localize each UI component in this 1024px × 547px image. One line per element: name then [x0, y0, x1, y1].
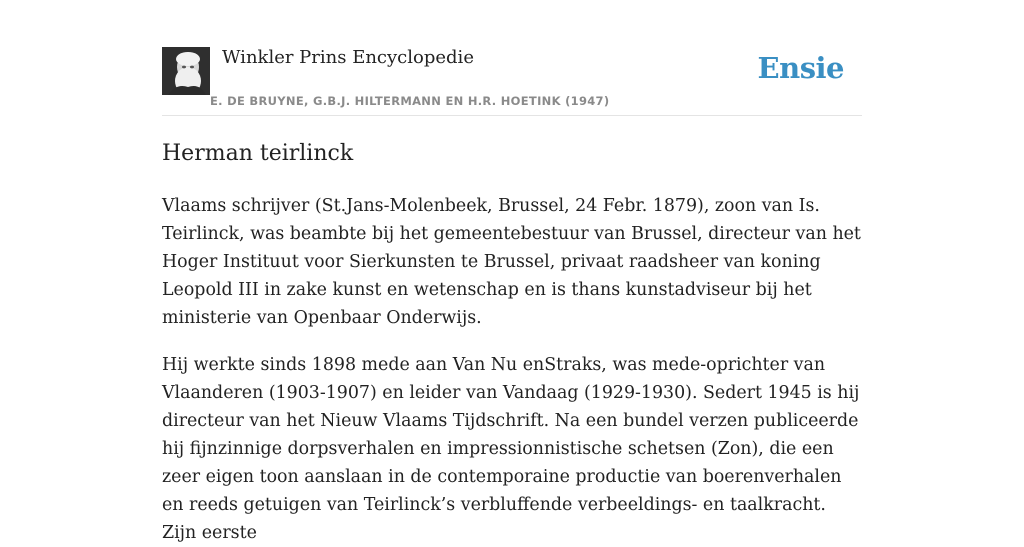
authors-line: E. DE BRUYNE, G.B.J. HILTERMANN EN H.R. HOETINK (1947)	[210, 94, 610, 108]
site-header	[162, 40, 862, 116]
ensie-logo-link[interactable]: Ensie	[757, 51, 844, 85]
site-title[interactable]: Winkler Prins Encyclopedie	[222, 47, 474, 68]
article-paragraph-1: Vlaams schrijver (St.Jans-Molenbeek, Brussel, 24 Febr. 1879), zoon van Is. Teirlinck, was beambte bij het gemeentebestuur van Brussel, directeur van het Hoger Instituut voor Sierkunsten te Brussel, privaat raadsheer van koning Leopold III in zake kunst en wetenschap en is thans kunstadviseur bij het ministerie van Openbaar Onderwijs.	[162, 196, 861, 328]
article-paragraph-2: Hij werkte sinds 1898 mede aan Van Nu enStraks, was mede-oprichter van Vlaanderen (1903-1907) en leider van Vandaag (1929-1930). Sedert 1945 is hij directeur van het Nieuw Vlaams Tijdschrift. Na een bundel verzen publiceerde hij fijnzinnige dorpsverhalen en impressionnistische schetsen (Zon), die een zeer eigen toon aanslaan in de contemporaine productie van boerenverhalen en reeds getuigen van Teirlinck’s verbluffende verbeeldings- en taalkracht. Zijn eerste	[162, 355, 860, 543]
article-title: Herman teirlinck	[162, 141, 354, 166]
author-portrait-icon	[162, 47, 210, 95]
article	[162, 138, 862, 547]
